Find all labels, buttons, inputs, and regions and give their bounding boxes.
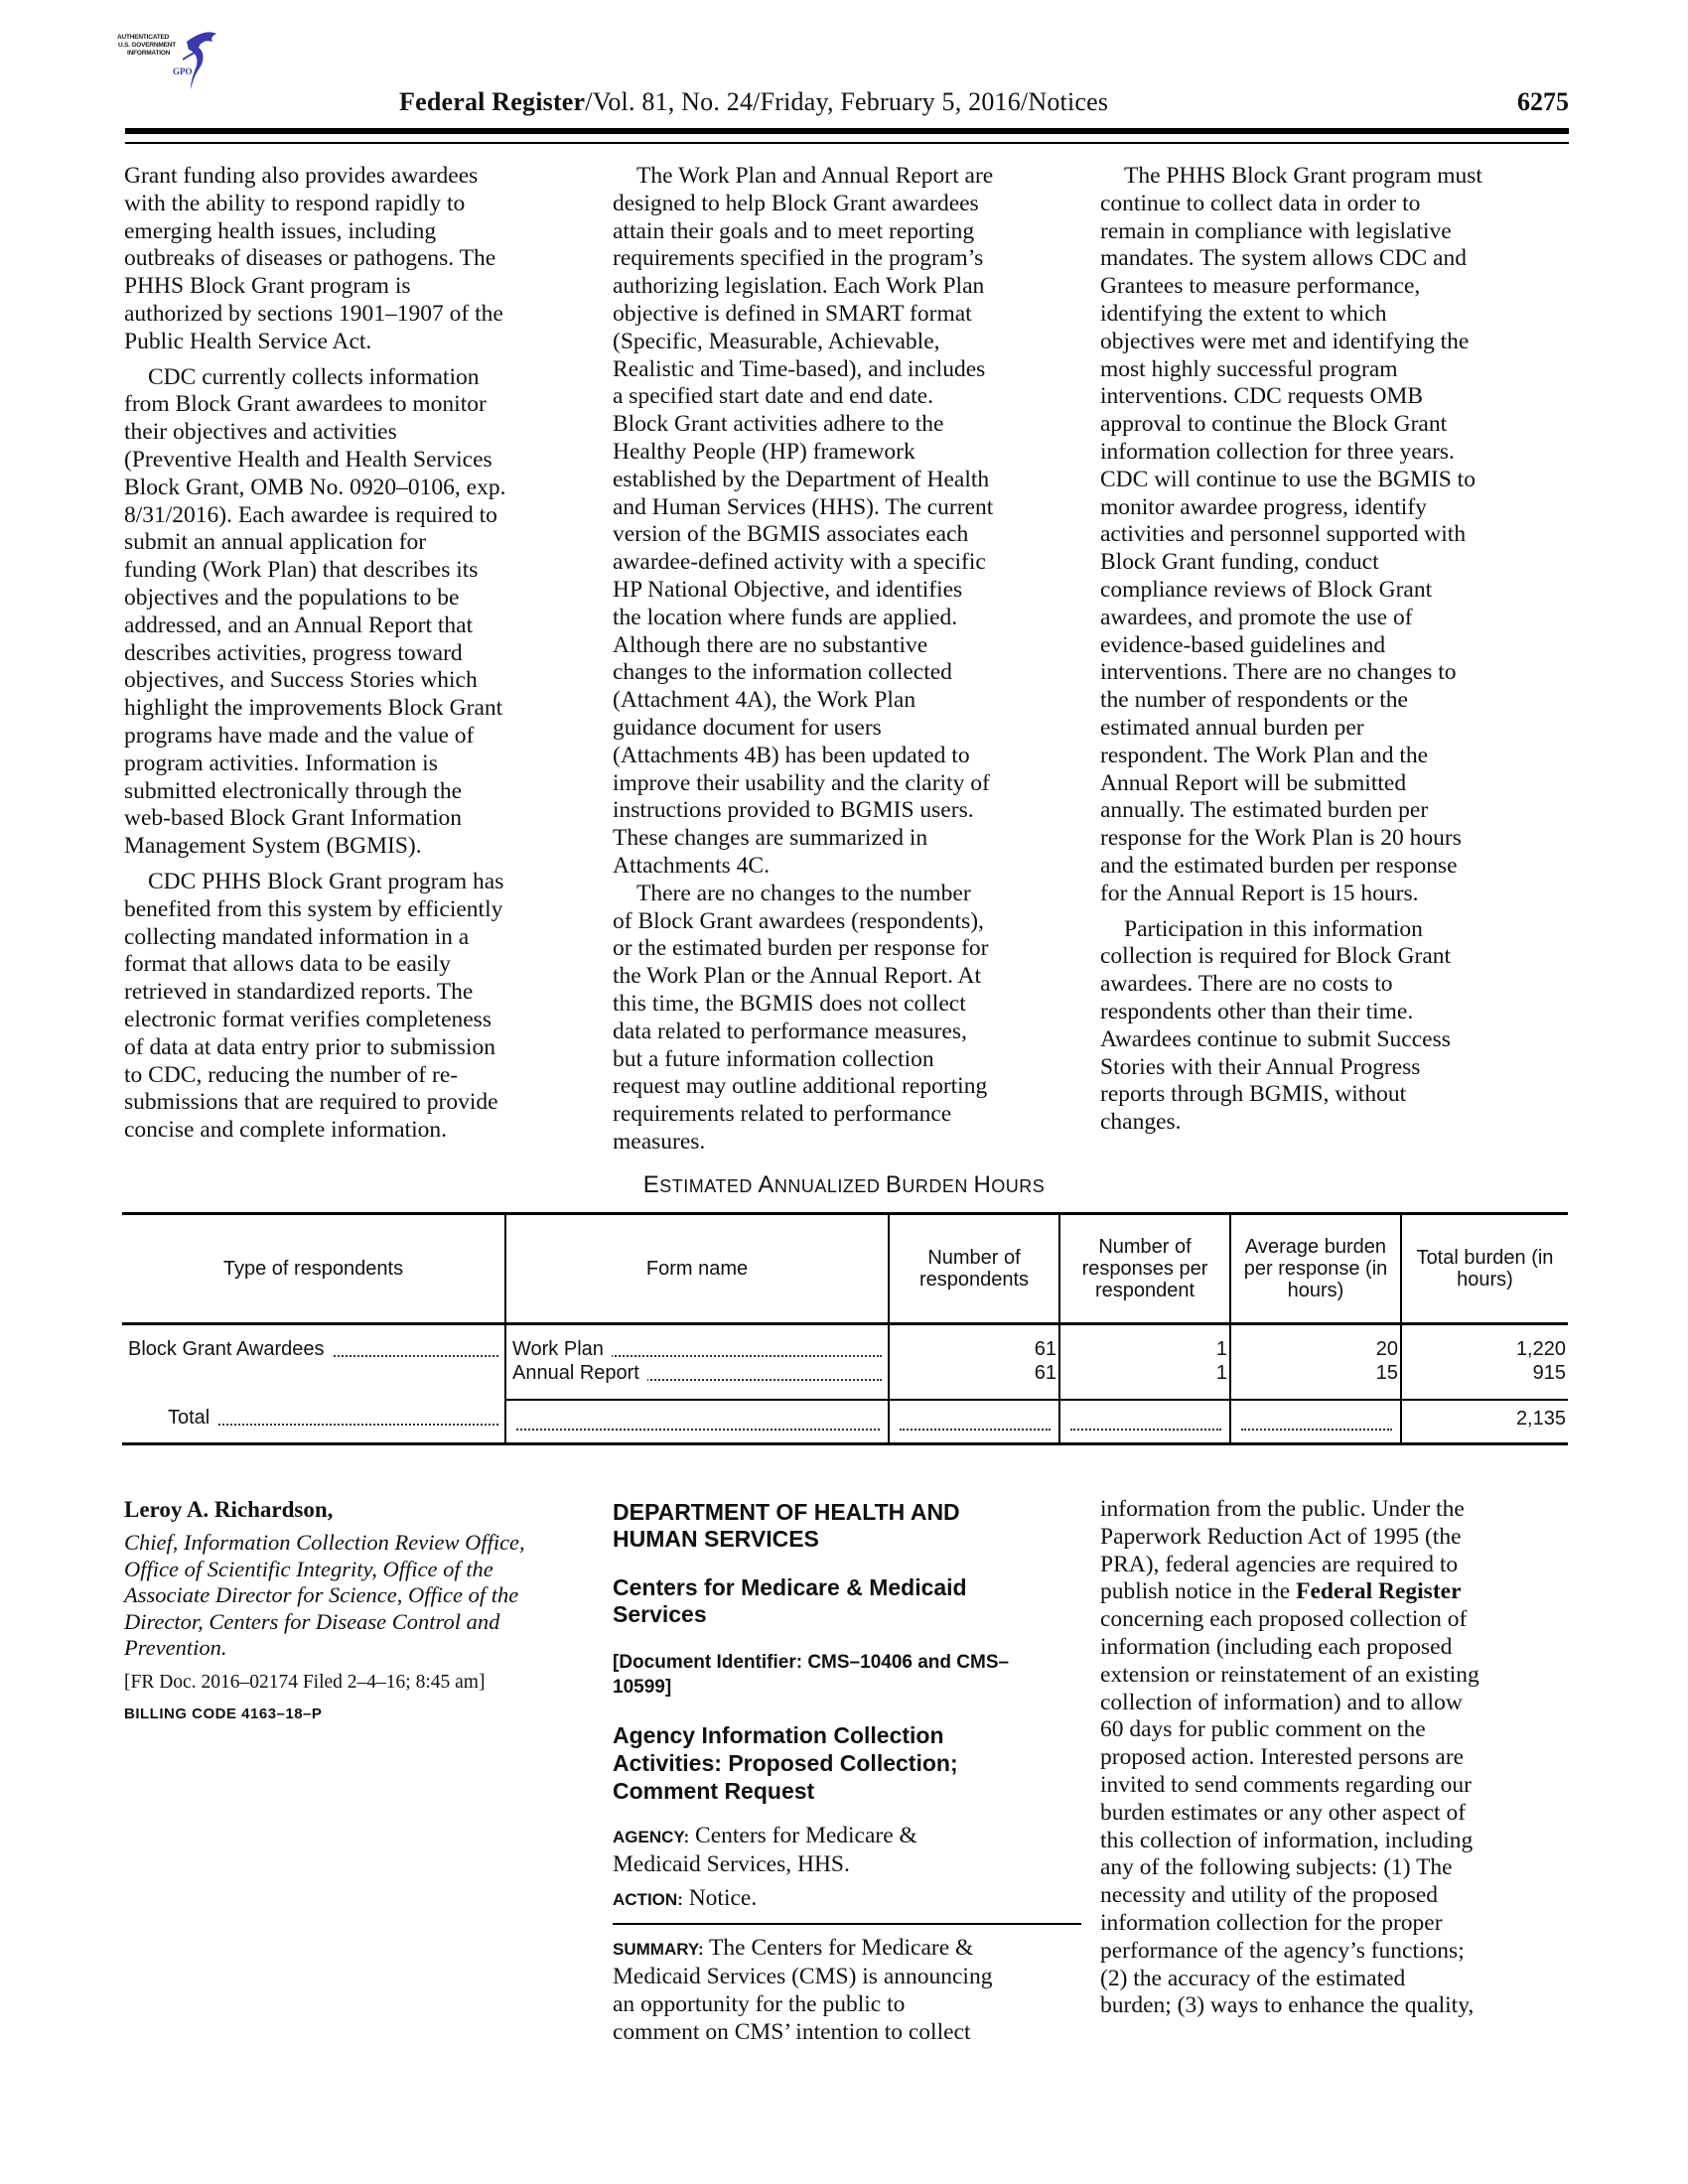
column-header: Type of respondents bbox=[122, 1214, 505, 1324]
document-identifier: [Document Identifier: CMS–10406 and CMS– 10599] bbox=[613, 1652, 1010, 1698]
respondents-cell bbox=[889, 1324, 1059, 1401]
text-line: the Work Plan or the Annual Report. At bbox=[613, 963, 982, 990]
title-word: HOURS bbox=[973, 1171, 1046, 1198]
gpo-authentication-logo bbox=[117, 30, 236, 91]
paragraph bbox=[124, 869, 591, 1145]
title-line: Director, Centers for Disease Control and bbox=[124, 1608, 500, 1634]
title-line: Office of Scientific Integrity, Office of the bbox=[124, 1556, 493, 1581]
text-line: information collection for three years. bbox=[1100, 438, 1455, 465]
text-line: describes activities, progress toward bbox=[124, 639, 463, 666]
text-line: measures. bbox=[613, 1128, 706, 1155]
text-line: version of the BGMIS associates each bbox=[613, 521, 969, 548]
text-line: response for the Work Plan is 20 hours bbox=[1100, 825, 1462, 852]
text-line: (2) the accuracy of the estimated bbox=[1100, 1965, 1406, 1991]
table-row bbox=[122, 1324, 1568, 1401]
title-line: Associate Director for Science, Office of the bbox=[124, 1582, 519, 1607]
text-line: instructions provided to BGMIS users. bbox=[613, 797, 974, 824]
text-line: concerning each proposed collection of bbox=[1100, 1606, 1468, 1633]
text-line: reports through BGMIS, without bbox=[1100, 1081, 1407, 1108]
text-line: and the estimated burden per response bbox=[1100, 852, 1458, 879]
grand-total-cell: 2,135 bbox=[1401, 1400, 1568, 1444]
text-line: objective is defined in SMART format bbox=[613, 300, 972, 327]
responses-value: 1 bbox=[1215, 1338, 1227, 1360]
respondent-type: Block Grant Awardees bbox=[128, 1338, 333, 1360]
text-line: performance of the agency’s functions; bbox=[1100, 1937, 1465, 1964]
text-line: information collection for the proper bbox=[1100, 1909, 1443, 1936]
text-line: established by the Department of Health bbox=[613, 466, 990, 492]
text-line: submitted electronically through the bbox=[124, 777, 463, 804]
text-line: 8/31/2016). Each awardee is required to bbox=[124, 501, 497, 528]
text-line: to CDC, reducing the number of re- bbox=[124, 1061, 459, 1088]
text-line: submit an annual application for bbox=[124, 529, 427, 556]
text-line: this time, the BGMIS does not collect bbox=[613, 990, 966, 1017]
header-rule-thick bbox=[125, 128, 1569, 134]
header-rule-thin bbox=[125, 142, 1569, 144]
action-value: Notice. bbox=[682, 1884, 758, 1911]
title-word: ESTIMATED bbox=[642, 1171, 759, 1198]
text-line: respondents other than their time. bbox=[1100, 998, 1414, 1024]
form-name: Work Plan bbox=[512, 1338, 612, 1360]
paragraph bbox=[124, 364, 591, 861]
column-3-lower bbox=[1100, 1496, 1567, 2020]
form-name: Annual Report bbox=[512, 1362, 647, 1384]
logo-text bbox=[117, 34, 176, 58]
line-with-bold: publish notice in the Federal Register bbox=[1100, 1578, 1462, 1605]
page-header bbox=[119, 87, 1569, 121]
action-field bbox=[613, 1885, 1081, 1914]
respondents-value: 61 bbox=[1034, 1338, 1056, 1360]
text-line: collecting mandated information in a bbox=[124, 923, 470, 950]
text-line: information from the public. Under the bbox=[1100, 1496, 1465, 1522]
dot-leader bbox=[516, 1427, 880, 1431]
text-line: changes. bbox=[1100, 1109, 1182, 1136]
text-line: awardee-defined activity with a specific bbox=[613, 549, 986, 576]
text-line: The Work Plan and Annual Report are bbox=[636, 163, 994, 189]
agency-value: Medicaid Services, HHS. bbox=[613, 1850, 850, 1877]
text-line: emerging health issues, including bbox=[124, 217, 437, 244]
text-line: Block Grant funding, conduct bbox=[1100, 549, 1379, 576]
table-title bbox=[0, 1171, 1688, 1199]
text-line: Attachments 4C. bbox=[613, 852, 770, 879]
text-line: Stories with their Annual Progress bbox=[1100, 1053, 1421, 1080]
text-line: mandates. The system allows CDC and bbox=[1100, 245, 1467, 272]
text-line: from Block Grant awardees to monitor bbox=[124, 391, 487, 418]
text-line: CDC currently collects information bbox=[148, 363, 480, 390]
dot-leader bbox=[1070, 1427, 1221, 1431]
text-line: a specified start date and end date. bbox=[613, 383, 933, 410]
text-line: or the estimated burden per response for bbox=[613, 935, 989, 962]
text-line: 60 days for public comment on the bbox=[1100, 1716, 1426, 1743]
text-line: format that allows data to be easily bbox=[124, 951, 451, 978]
logo-line: INFORMATION bbox=[127, 50, 171, 57]
empty-cell bbox=[1059, 1400, 1230, 1444]
form-name-cell bbox=[505, 1324, 889, 1401]
text-line: PHHS Block Grant program is bbox=[124, 273, 411, 300]
text-line: guidance document for users bbox=[613, 714, 882, 741]
text-line: objectives and the populations to be bbox=[124, 584, 460, 611]
text-line: CDC PHHS Block Grant program has bbox=[148, 868, 504, 894]
total-burden-value: 915 bbox=[1532, 1362, 1566, 1384]
text-line: Paperwork Reduction Act of 1995 (the bbox=[1100, 1523, 1462, 1550]
dot-leader bbox=[1241, 1427, 1392, 1431]
text-line: (Attachments 4B) has been updated to bbox=[613, 742, 970, 768]
text-line: awardees, and promote the use of bbox=[1100, 604, 1413, 630]
text-line: respondent. The Work Plan and the bbox=[1100, 742, 1429, 768]
text-line: submissions that are required to provide bbox=[124, 1089, 498, 1116]
text-line: programs have made and the value of bbox=[124, 722, 475, 749]
text-line: authorized by sections 1901–1907 of the bbox=[124, 300, 503, 327]
column-header: Number of responses per respondent bbox=[1059, 1214, 1230, 1324]
text-line: estimated annual burden per bbox=[1100, 714, 1364, 741]
section-divider bbox=[613, 1923, 1081, 1925]
text-line: for the Annual Report is 15 hours. bbox=[1100, 880, 1419, 906]
text-line: compliance reviews of Block Grant bbox=[1100, 576, 1433, 603]
column-3 bbox=[1100, 163, 1567, 1137]
text-line: approval to continue the Block Grant bbox=[1100, 411, 1448, 438]
action-label: ACTION: bbox=[613, 1889, 683, 1909]
text-line: Annual Report will be submitted bbox=[1100, 769, 1407, 796]
text-line: CDC will continue to use the BGMIS to bbox=[1100, 466, 1476, 492]
text-line: addressed, and an Annual Report that bbox=[124, 612, 474, 638]
avg-burden-value: 20 bbox=[1375, 1338, 1398, 1360]
text-line: designed to help Block Grant awardees bbox=[613, 190, 979, 216]
text-line: identifying the extent to which bbox=[1100, 300, 1387, 327]
title-line: Prevention. bbox=[124, 1635, 227, 1660]
text-line: outbreaks of diseases or pathogens. The bbox=[124, 245, 496, 272]
billing-code: BILLING CODE 4163–18–P bbox=[124, 1705, 323, 1722]
logo-line: U.S. GOVERNMENT bbox=[118, 42, 177, 49]
department-heading: DEPARTMENT OF HEALTH AND HUMAN SERVICES bbox=[613, 1499, 960, 1552]
text-line: changes to the information collected bbox=[613, 659, 952, 686]
summary-label: SUMMARY: bbox=[613, 1940, 704, 1960]
text-line: Block Grant activities adhere to the bbox=[613, 411, 944, 438]
column-2 bbox=[613, 163, 1079, 1157]
summary-text: Medicaid Services (CMS) is announcing bbox=[613, 1964, 993, 1990]
text-line: web-based Block Grant Information bbox=[124, 805, 462, 832]
text-line: data related to performance measures, bbox=[613, 1018, 967, 1044]
table-total-row bbox=[122, 1400, 1568, 1444]
text-line: Although there are no substantive bbox=[613, 631, 928, 658]
summary-field bbox=[613, 1935, 1081, 2046]
text-line: the number of respondents or the bbox=[1100, 687, 1408, 714]
paragraph bbox=[1100, 916, 1567, 1137]
page-number: 6275 bbox=[1517, 87, 1569, 116]
text-line: objectives, and Success Stories which bbox=[124, 667, 478, 694]
text-line: annually. The estimated burden per bbox=[1100, 797, 1429, 824]
text-line: continue to collect data in order to bbox=[1100, 190, 1421, 216]
text-line: most highly successful program bbox=[1100, 355, 1398, 382]
text-line: benefited from this system by efficiently bbox=[124, 895, 503, 922]
text-line: interventions. CDC requests OMB bbox=[1100, 383, 1424, 410]
text-line: Management System (BGMIS). bbox=[124, 833, 422, 860]
text-line: of data at data entry prior to submission bbox=[124, 1033, 495, 1060]
fr-doc-citation: [FR Doc. 2016–02174 Filed 2–4–16; 8:45 am] bbox=[124, 1671, 486, 1693]
column-header: Total burden (in hours) bbox=[1401, 1214, 1568, 1324]
summary-text: The Centers for Medicare & bbox=[703, 1935, 974, 1962]
column-1 bbox=[124, 163, 591, 1145]
title-word: ANNUALIZED bbox=[758, 1171, 886, 1198]
column-header: Number of respondents bbox=[889, 1214, 1059, 1324]
text-line: improve their usability and the clarity of bbox=[613, 769, 990, 796]
text-line: activities and personnel supported with bbox=[1100, 521, 1467, 548]
empty-cell bbox=[505, 1400, 889, 1444]
responses-value: 1 bbox=[1215, 1362, 1227, 1384]
text-line: Public Health Service Act. bbox=[124, 328, 372, 354]
signature-block bbox=[124, 1496, 591, 1722]
agency-heading: Centers for Medicare & Medicaid Services bbox=[613, 1574, 967, 1627]
avg-burden-value: 15 bbox=[1375, 1362, 1398, 1384]
avg-burden-cell bbox=[1230, 1324, 1401, 1401]
paragraph bbox=[1100, 163, 1567, 908]
text-line: Awardees continue to submit Success bbox=[1100, 1025, 1451, 1052]
text-line: any of the following subjects: (1) The bbox=[1100, 1854, 1453, 1881]
text-line: retrieved in standardized reports. The bbox=[124, 979, 474, 1006]
text-line: funding (Work Plan) that describes its bbox=[124, 557, 479, 584]
responses-cell bbox=[1059, 1324, 1230, 1401]
text-line: objectives were met and identifying the bbox=[1100, 328, 1470, 354]
text-line: concise and complete information. bbox=[124, 1117, 447, 1144]
text-line: These changes are summarized in bbox=[613, 825, 928, 852]
text-line: of Block Grant awardees (respondents), bbox=[613, 907, 984, 934]
burden-hours-table bbox=[122, 1212, 1568, 1445]
paragraph bbox=[124, 163, 591, 356]
text-line: HP National Objective, and identifies bbox=[613, 576, 963, 603]
respondent-type-cell bbox=[122, 1324, 505, 1401]
empty-cell bbox=[889, 1400, 1059, 1444]
text-line: the location where funds are applied. bbox=[613, 604, 958, 630]
text-line: this collection of information, including bbox=[1100, 1827, 1474, 1853]
text-line: proposed action. Interested persons are bbox=[1100, 1744, 1465, 1771]
agency-field bbox=[613, 1823, 1081, 1879]
text-line: extension or reinstatement of an existing bbox=[1100, 1661, 1479, 1688]
text-line: with the ability to respond rapidly to bbox=[124, 190, 466, 216]
text-line: their objectives and activities bbox=[124, 419, 397, 446]
text-line: The PHHS Block Grant program must bbox=[1124, 163, 1482, 189]
logo-line: AUTHENTICATED bbox=[117, 34, 170, 41]
text-line: awardees. There are no costs to bbox=[1100, 971, 1393, 998]
issue-details: /Vol. 81, No. 24/Friday, February 5, 2016/Notices bbox=[585, 87, 1109, 116]
summary-text: an opportunity for the public to bbox=[613, 1990, 906, 2017]
federal-register-bold: Federal Register bbox=[1296, 1578, 1462, 1605]
summary-text: comment on CMS’ intention to collect bbox=[613, 2018, 971, 2045]
paragraph bbox=[1100, 1496, 1567, 2020]
text-line: authorizing legislation. Each Work Plan bbox=[613, 273, 985, 300]
table-header-row bbox=[122, 1214, 1568, 1324]
column-header: Average burden per response (in hours) bbox=[1230, 1214, 1401, 1324]
paragraph bbox=[613, 163, 1079, 881]
column-header: Form name bbox=[505, 1214, 889, 1324]
publication-name: Federal Register bbox=[399, 87, 586, 116]
text-line: collection of information) and to allow bbox=[1100, 1689, 1463, 1715]
text-line: collection is required for Block Grant bbox=[1100, 943, 1452, 970]
text-lines-before bbox=[1100, 1496, 1567, 1578]
text-lines-after bbox=[1100, 1606, 1567, 2020]
text-line: Grant funding also provides awardees bbox=[124, 163, 479, 189]
empty-cell bbox=[1230, 1400, 1401, 1444]
cms-notice bbox=[613, 1499, 1081, 2047]
text-line: (Attachment 4A), the Work Plan bbox=[613, 687, 916, 714]
text-line: burden; (3) ways to enhance the quality, bbox=[1100, 1992, 1475, 2019]
text-line: but a future information collection bbox=[613, 1045, 934, 1072]
text-line: request may outline additional reporting bbox=[613, 1073, 988, 1100]
text-line: information (including each proposed bbox=[1100, 1633, 1453, 1660]
text-line: (Specific, Measurable, Achievable, bbox=[613, 328, 940, 354]
text-line: program activities. Information is bbox=[124, 750, 438, 776]
signer-name: Leroy A. Richardson, bbox=[124, 1497, 334, 1522]
running-head bbox=[399, 87, 1108, 117]
text-line: highlight the improvements Block Grant bbox=[124, 695, 503, 722]
text-line: remain in compliance with legislative bbox=[1100, 217, 1452, 244]
paragraph bbox=[613, 881, 1079, 1157]
total-label-cell bbox=[122, 1400, 505, 1444]
title-line: Chief, Information Collection Review Office, bbox=[124, 1530, 525, 1555]
text-line: Block Grant, OMB No. 0920–0106, exp. bbox=[124, 474, 506, 500]
text-line: Grantees to measure performance, bbox=[1100, 273, 1421, 300]
text-line: (Preventive Health and Health Services bbox=[124, 446, 492, 473]
respondents-value: 61 bbox=[1034, 1362, 1056, 1384]
dot-leader bbox=[900, 1427, 1051, 1431]
text-line: and Human Services (HHS). The current bbox=[613, 493, 994, 520]
total-label: Total bbox=[168, 1407, 217, 1429]
text-line: invited to send comments regarding our bbox=[1100, 1771, 1472, 1798]
signer-title bbox=[124, 1530, 591, 1662]
text-line: requirements specified in the program’s bbox=[613, 245, 984, 272]
notice-subject: Agency Information Collection Activities: Proposed Collection; Comment Request bbox=[613, 1722, 958, 1804]
text-line: attain their goals and to meet reporting bbox=[613, 217, 975, 244]
eagle-icon bbox=[183, 30, 222, 91]
text-line: PRA), federal agencies are required to bbox=[1100, 1551, 1459, 1577]
text-line: Participation in this information bbox=[1124, 915, 1423, 942]
text-line: electronic format verifies completeness bbox=[124, 1006, 492, 1032]
text-line: Realistic and Time-based), and includes bbox=[613, 355, 986, 382]
total-burden-cell bbox=[1401, 1324, 1568, 1401]
text-line: requirements related to performance bbox=[613, 1101, 952, 1128]
text-line: interventions. There are no changes to bbox=[1100, 659, 1457, 686]
total-burden-value: 1,220 bbox=[1515, 1338, 1566, 1360]
text-line: There are no changes to the number bbox=[636, 880, 971, 906]
text-line: necessity and utility of the proposed bbox=[1100, 1882, 1439, 1909]
gpo-label: GPO bbox=[173, 67, 193, 76]
text-line: Healthy People (HP) framework bbox=[613, 438, 915, 465]
title-word: BURDEN bbox=[885, 1171, 974, 1198]
text-line: monitor awardee progress, identify bbox=[1100, 493, 1427, 520]
agency-label: AGENCY: bbox=[613, 1828, 690, 1846]
text-line: evidence-based guidelines and bbox=[1100, 631, 1386, 658]
text-line: burden estimates or any other aspect of bbox=[1100, 1799, 1467, 1826]
agency-value: Centers for Medicare & bbox=[689, 1823, 917, 1848]
